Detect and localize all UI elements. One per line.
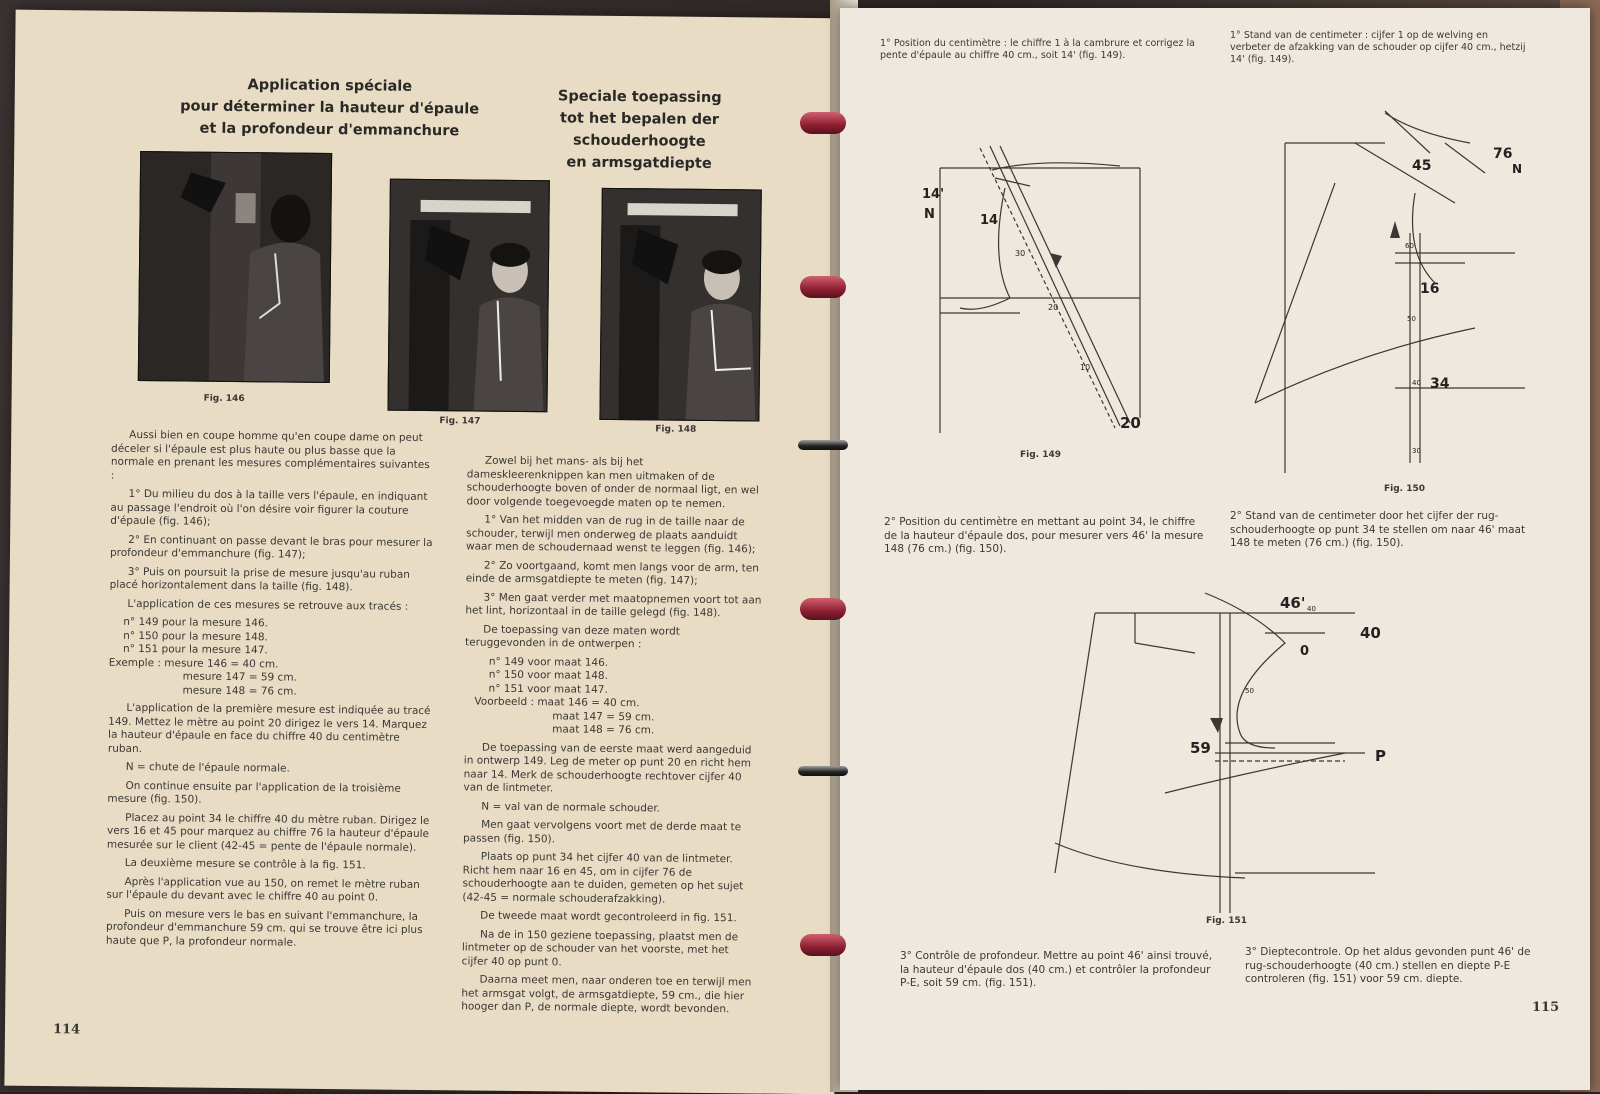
arrow-up-icon [1050,253,1062,268]
tape-mark: 40 [1412,379,1421,387]
paragraph: L'application de ces mesures se retrouve aux tracés : [127,597,409,613]
tape-mark: 50 [1407,315,1416,323]
label-14-prime: 14' [922,187,945,202]
list-item: Voorbeeld : maat 146 = 40 cm. [474,695,640,710]
text-fig-149-dutch: 1° Stand van de centimeter : cijfer 1 op de welving en verbeter de afzakking van de schouder op cijfer 40 cm., hetzij 14' (fig. 149). [1230,30,1526,65]
list-item: n° 151 pour la mesure 147. [122,642,268,657]
paragraph: 2° En continuant on passe devant le bras pour mesurer la profondeur d'emmanchure (fig. 147); [109,533,433,561]
photo-146-image [139,152,331,382]
paragraph: 1° Du milieu du dos à la taille vers l'épaule, en indiquant au passage l'endroit où l'on désire voir figurer la couture d'épaule (fig. 146); [110,487,428,528]
label-40: 40 [1360,624,1381,642]
list-item: maat 148 = 76 cm. [552,723,655,737]
paragraph: 3° Men gaat verder met maatopnemen voort tot aan het lint, horizontaal in de taille gelegd (fig. 148). [465,591,762,620]
label-N: N [924,207,935,222]
paragraph: 2° Zo voortgaand, komt men langs voor de arm, ten einde de armsgatdiepte te meten (fig. 147); [465,559,760,587]
paragraph: La deuxième mesure se contrôle à la fig. 151. [124,856,366,872]
paragraph: Men gaat vervolgens voort met de derde maat te passen (fig. 150). [462,818,742,845]
paragraph: 1° Van het midden van de rug in de taille naar de schouder, terwijl men onderweg de plaats aanduidt waar men de schoudernaad wenst te leggen (fig. 146); [465,513,756,556]
label-P: P [1375,747,1386,765]
title-fr-line: pour déterminer la hauteur d'épaule [180,98,480,118]
column-french [106,429,436,956]
paragraph: De toepassing van de eerste maat werd aangeduid in ontwerp 149. Leg de meter op punt 20 en richt hem naar 14. Merk de schouderhoogte rechtover cijfer 40 van de lintmeter. [463,741,752,795]
paragraph: Puis on mesure vers le bas en suivant l'emmanchure, la profondeur d'emmanchure 59 cm. qui se trouve être ici plus haute que P, la profondeur normale. [105,907,423,949]
paragraph: Zowel bij het mans- als bij het dameskleerenknippen kan men uitmaken of de schouderhoogte boven of onder de normaal ligt, en wel door volgende toegevoegde maten op te nemen. [466,454,759,510]
binder-ring [800,598,846,620]
photo-148-image [600,189,760,421]
title-dutch [494,85,785,176]
text-fig-150-french: 2° Position du centimètre en mettant au point 34, le chiffre de la hauteur d'épaule dos, pour mesurer vers 46' la mesure 148 (76 cm.) (fig. 150). [884,516,1204,555]
paragraph: Daarna meet men, naar onderen toe en terwijl men het armsgat volgt, de armsgatdiepte, 59 cm., die hier hooger dan P, de normale diepte, wordt bevonden. [461,973,752,1016]
text-fig-150-dutch: 2° Stand van de centimeter door het cijfer der rug-schouderhoogte op punt 34 te stellen om naar 46' maat 148 te meten (76 cm.) (fig. 150). [1230,510,1526,549]
paragraph: Aussi bien en coupe homme qu'en coupe dame on peut déceler si l'épaule est plus haute ou plus basse que la normale en prenant les mesures complémentaires suivantes : [110,428,430,482]
binder-ring [800,276,846,298]
title-nl-line: Speciale toepassing [557,88,722,107]
tape-mark: 30 [1412,447,1421,455]
diagram-fig-149 [920,138,1160,448]
paragraph: 3° Puis on poursuit la prise de mesure jusqu'au ruban placé horizontalement dans la taille (fig. 148). [109,565,411,594]
list-item: n° 149 voor maat 146. [488,655,609,669]
diagram-fig-150 [1235,103,1535,483]
tape-mark: 50 [1245,687,1254,695]
label-76: 76 [1493,146,1513,162]
caption-fig-149: Fig. 149 [1020,450,1062,460]
column-dutch [461,454,763,1022]
list-item: maat 147 = 59 cm. [552,709,655,723]
text-fig-149-french: 1° Position du centimètre : le chiffre 1 à la cambrure et corrigez la pente d'épaule au chiffre 40 cm., soit 14' (fig. 149). [880,38,1195,61]
paragraph: Placez au point 34 le chiffre 40 du mètre ruban. Dirigez le vers 16 et 45 pour marquez au chiffre 76 la hauteur d'épaule mesurée sur le client (42-45 = pente de l'épaule normale). [106,811,430,854]
label-59: 59 [1190,739,1211,757]
right-page [840,8,1590,1090]
tape-mark: 30 [1015,249,1026,258]
paragraph: De toepassing van deze maten wordt teruggevonden in de ontwerpen : [464,623,680,651]
binder-post [798,440,848,450]
arrow-down-icon [1210,718,1223,733]
caption-fig-146: Fig. 146 [203,393,245,405]
measure-list [108,616,434,700]
paragraph: De tweede maat wordt gecontroleerd in fig. 151. [480,909,737,925]
title-french [164,73,495,142]
photo-fig-147 [387,179,549,413]
binder-ring [800,112,846,134]
photo-fig-148 [599,188,761,422]
diagram-fig-151 [1045,583,1405,913]
title-nl-line: tot het bepalen der schouderhoogte [559,110,720,150]
paragraph: N = val van de normale schouder. [481,800,661,814]
tape-mark: 40 [1307,605,1316,613]
page-number-left: 114 [52,1022,81,1038]
caption-fig-148: Fig. 148 [655,424,697,435]
label-45: 45 [1412,158,1432,174]
photo-fig-146 [138,151,332,383]
paragraph: Plaats op punt 34 het cijfer 40 van de lintmeter. Richt hem naar 16 en 45, om in cijfer 76 de schouderhoogte aan te duiden, gemeten op het sujet (42-45 = normale schouderafzakking). [462,850,744,906]
list-item: Exemple : mesure 146 = 40 cm. [108,656,279,670]
list-item: mesure 148 = 76 cm. [182,683,297,698]
label-34: 34 [1430,376,1450,392]
paragraph: Na de in 150 geziene toepassing, plaatst men de lintmeter op de schouder van het voorste, met het cijfer 40 op punt 0. [461,928,739,968]
tape-mark: 20 [1048,303,1059,312]
list-item: n° 150 pour la mesure 148. [123,629,268,643]
list-item: n° 151 voor maat 147. [488,682,608,696]
text-fig-151-dutch: 3° Dieptecontrole. Op het aldus gevonden punt 46' de rug-schouderhoogte (40 cm.) stellen en diepte P-E controleren (fig. 151) voor 59 cm. diepte. [1245,946,1531,985]
paragraph: L'application de la première mesure est indiquée au tracé 149. Mettez le mètre au point 20 dirigez le vers 14. Marquez la hauteur d'épaule en face du chiffre 40 du centimètre ruban. [107,701,431,755]
list-item: n° 149 pour la mesure 146. [123,615,269,630]
list-item: n° 150 voor maat 148. [488,668,609,682]
title-nl-line: en armsgatdiepte [566,154,712,172]
title-fr-line: et la profondeur d'emmanchure [199,120,460,140]
binder-ring [800,934,846,956]
title-fr-line: Application spéciale [247,77,413,95]
label-0: 0 [1300,644,1310,659]
list-item: mesure 147 = 59 cm. [182,670,297,684]
paragraph: N = chute de l'épaule normale. [125,760,290,775]
paragraph: Après l'application vue au 150, on remet le mètre ruban sur l'épaule du devant avec le chiffre 40 au point 0. [106,875,420,904]
label-20: 20 [1120,414,1141,432]
label-46-prime: 46' [1280,594,1306,612]
label-N: N [1512,162,1523,176]
photo-147-image [388,180,548,412]
label-16: 16 [1420,281,1440,297]
left-page [4,10,845,1094]
tape-mark: 60 [1405,242,1414,250]
page-number-right: 115 [1532,1000,1560,1015]
label-14: 14 [980,213,999,228]
text-fig-151-french: 3° Contrôle de profondeur. Mettre au point 46' ainsi trouvé, la hauteur d'épaule dos (40 cm.) et contrôler la profondeur P-E, soit 59 cm. (fig. 151). [900,950,1213,989]
caption-fig-147: Fig. 147 [439,416,481,427]
paragraph: On continue ensuite par l'application de la troisième mesure (fig. 150). [107,779,401,806]
caption-fig-150: Fig. 150 [1384,484,1426,494]
tape-mark: 10 [1080,363,1091,372]
binder-post [798,766,848,776]
measure-list [464,655,761,739]
arrow-up-icon [1390,221,1400,238]
caption-fig-151: Fig. 151 [1206,916,1248,926]
